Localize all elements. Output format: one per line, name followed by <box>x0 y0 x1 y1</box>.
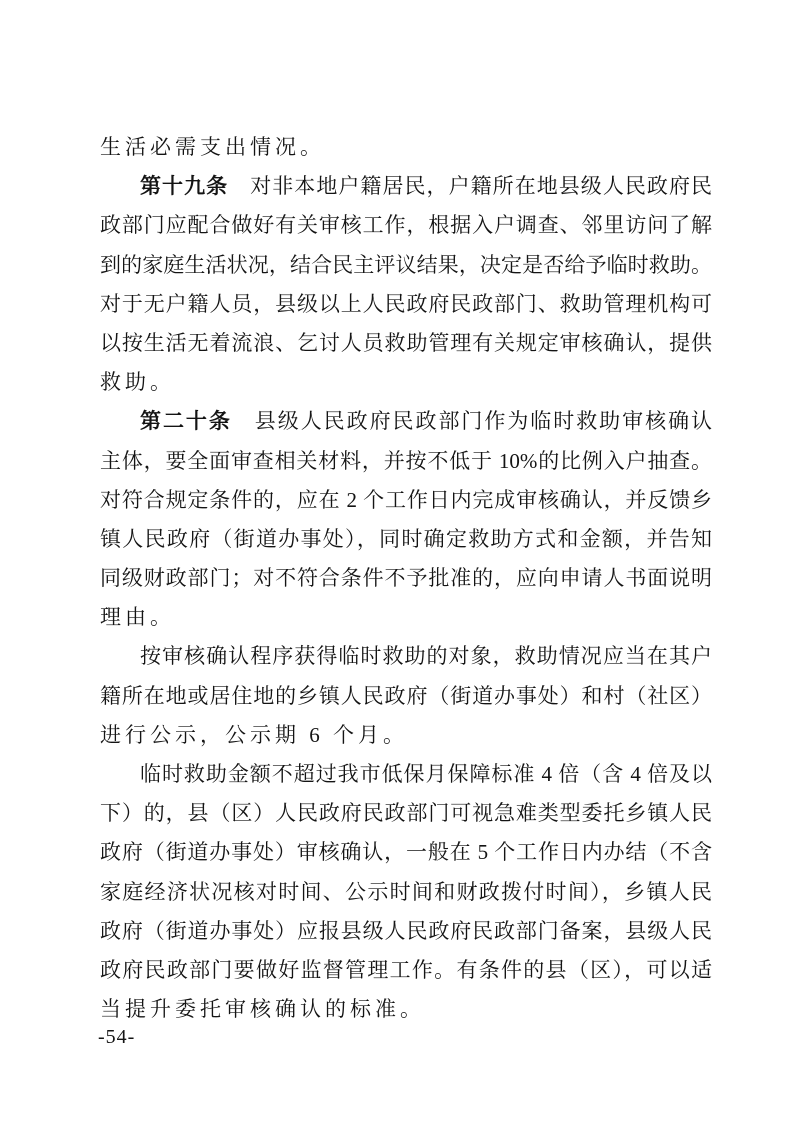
text-line: 家庭经济状况核对时间、公示时间和财政拨付时间），乡镇人民 <box>100 879 712 904</box>
text-line: 政部门应配合做好有关审核工作，根据入户调查、邻里访问了解 <box>100 213 712 238</box>
text-line: 籍所在地或居住地的乡镇人民政府（街道办事处）和村（社区） <box>100 683 712 708</box>
text-line: 临时救助金额不超过我市低保月保障标准 4 倍（含 4 倍及以 <box>140 762 712 786</box>
text-line: 镇人民政府（街道办事处），同时确定救助方式和金额，并告知 <box>100 526 712 551</box>
text-line: 政府（街道办事处）应报县级人民政府民政部门备案，县级人民 <box>100 918 712 943</box>
text-line: 生活必需支出情况。 <box>100 135 325 159</box>
text-line: 第二十条 县级人民政府民政部门作为临时救助审核确认 <box>140 409 712 434</box>
text-line: 主体，要全面审查相关材料，并按不低于 10%的比例入户抽查。 <box>100 448 712 473</box>
body-text <box>100 128 712 1029</box>
text-line: 对于无户籍人员，县级以上人民政府民政部门、救助管理机构可 <box>100 291 712 316</box>
text-line: 政府民政部门要做好监督管理工作。有条件的县（区），可以适 <box>100 957 712 982</box>
text-line: 理由。 <box>100 605 175 630</box>
text-line: 对符合规定条件的，应在 2 个工作日内完成审核确认，并反馈乡 <box>100 487 712 512</box>
text-line: 当提升委托审核确认的标准。 <box>100 997 425 1022</box>
text-line: 按审核确认程序获得临时救助的对象，救助情况应当在其户 <box>140 644 712 669</box>
text-line: 救助。 <box>100 370 175 395</box>
article-number: 第二十条 <box>140 410 232 434</box>
text-line: 进行公示，公示期 6 个月。 <box>100 722 408 747</box>
text-line: 下）的，县（区）人民政府民政部门可视急难类型委托乡镇人民 <box>100 801 712 826</box>
text-line: 第十九条 对非本地户籍居民，户籍所在地县级人民政府民 <box>140 174 712 199</box>
text-line: 政府（街道办事处）审核确认，一般在 5 个工作日内办结（不含 <box>100 840 712 865</box>
page-number: -54- <box>98 1026 136 1048</box>
article-number: 第十九条 <box>140 175 229 199</box>
text-line: 到的家庭生活状况，结合民主评议结果，决定是否给予临时救助。 <box>100 252 712 277</box>
text-line: 同级财政部门；对不符合条件不予批准的，应向申请人书面说明 <box>100 566 712 591</box>
text-line: 以按生活无着流浪、乞讨人员救助管理有关规定审核确认，提供 <box>100 330 712 355</box>
